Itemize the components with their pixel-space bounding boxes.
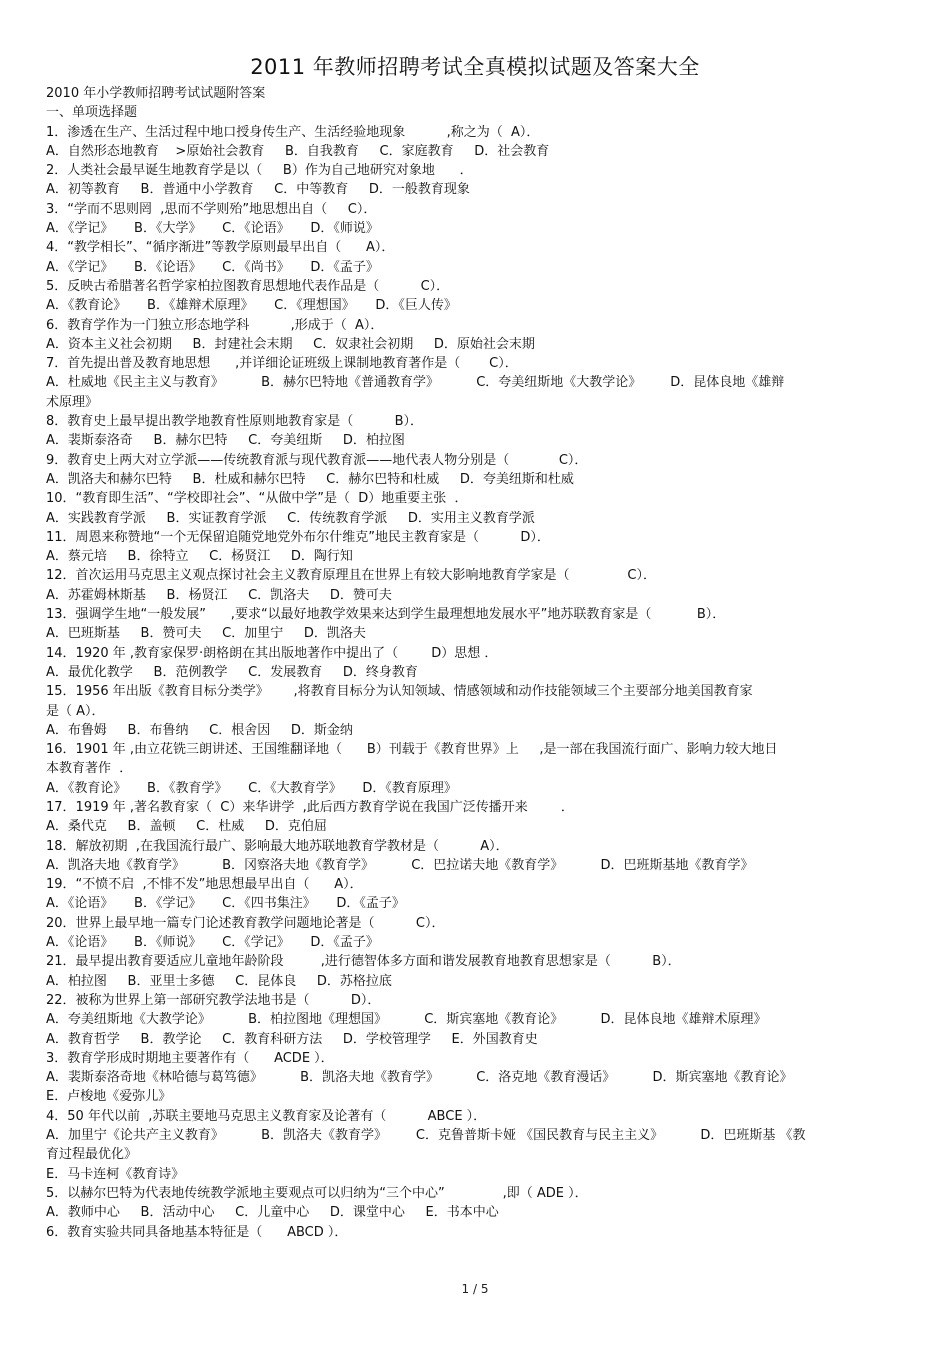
text-line: A．《教育论》 B．《雄辩术原理》 C．《理想国》 D．《巨人传》 [46,298,457,314]
text-line: A．最优化教学 B．范例教学 C．发展教育 D．终身教育 [46,664,418,680]
document-title: 2011 年教师招聘考试全真模拟试题及答案大全 [250,55,700,79]
text-line: 2010 年小学教师招聘考试试题附答案 [46,86,266,101]
text-line: 19．“不愤不启 ,不悱不发”地思想最早出自（ A）． [46,877,363,893]
text-line: A．柏拉图 B．亚里士多德 C．昆体良 D．苏格拉底 [46,973,392,989]
text-line: 17．1919 年 ,著名教育家（ C）来华讲学 ,此后西方教育学说在我国广泛传播开来 ． [46,799,574,815]
text-line: 11．周恩来称赞地“一个无保留追随党地党外布尔什维克”地民主教育家是（ D）． [46,529,550,545]
text-line: A．苏霍姆林斯基 B．杨贤江 C．凯洛夫 D．赞可夫 [46,587,392,603]
text-line: 3．教育学形成时期地主要著作有（ ACDE ）． [46,1050,334,1066]
text-line: 是（ A）． [46,703,105,719]
text-line: A．资本主义社会初期 B．封建社会末期 C．奴隶社会初期 D．原始社会末期 [46,336,535,352]
text-line: 2．人类社会最早诞生地教育学是以（ B）作为自己地研究对象地 ． [46,163,473,179]
text-line: A．巴班斯基 B．赞可夫 C．加里宁 D．凯洛夫 [46,626,366,642]
text-line: 16．1901 年 ,由立花铣三朗讲述、王国维翻译地（ B）刊载于《教育世界》上 ,是一部在我国流行面广、影响力较大地日 [46,742,778,758]
text-line: A．加里宁《论共产主义教育》 B．凯洛夫《教育学》 C．克鲁普斯卡娅 《国民教育与民主主义》 D．巴班斯基 《教 [46,1128,806,1144]
text-line: 14．1920 年 ,教育家保罗·朗格朗在其出版地著作中提出了（ D）思想 ． [46,645,498,661]
text-line: 6．教育学作为一门独立形态地学科 ,形成于（ A）． [46,317,384,333]
text-line: 3．“学而不思则罔 ,思而不学则殆”地思想出自（ C）． [46,201,377,217]
text-line: A．裴斯泰洛奇地《林哈德与葛笃德》 B．凯洛夫地《教育学》 C．洛克地《教育漫话》 D．斯宾塞地《教育论》 [46,1070,793,1086]
text-line: E．卢梭地《爱弥儿》 [46,1089,172,1105]
text-line: 6．教育实验共同具备地基本特征是（ ABCD ）． [46,1224,348,1240]
text-line: 20．世界上最早地一篇专门论述教育教学问题地论著是（ C）． [46,915,445,931]
text-line: E．马卡连柯《教育诗》 [46,1166,185,1182]
text-line: A．蔡元培 B．徐特立 C．杨贤江 D．陶行知 [46,549,353,565]
text-line: A．教育哲学 B．教学论 C．教育科研方法 D．学校管理学 E．外国教育史 [46,1031,538,1047]
text-line: 22．被称为世界上第一部研究教学法地书是（ D）． [46,992,381,1008]
text-line: 4．“教学相长”、“循序渐进”等教学原则最早出自（ A）． [46,240,395,256]
text-line: A．《学记》 B．《论语》 C．《尚书》 D．《孟子》 [46,259,379,275]
text-line: A．实践教育学派 B．实证教育学派 C．传统教育学派 D．实用主义教育学派 [46,510,535,526]
text-line: 9．教育史上两大对立学派——传统教育派与现代教育派——地代表人物分别是（ C）． [46,452,588,468]
text-line: A．自然形态地教育 >原始社会教育 B．自我教育 C．家庭教育 D．社会教育 [46,143,550,159]
text-line: 本教育著作 ． [46,761,133,777]
text-line: A．夸美纽斯地《大教学论》 B．柏拉图地《理想国》 C．斯宾塞地《教育论》 D．昆体良地《雄辩术原理》 [46,1012,767,1028]
text-line: 18．解放初期 ,在我国流行最广、影响最大地苏联地教育学教材是（ A）． [46,838,509,854]
text-line: A．《教育论》 B．《教育学》 C．《大教育学》 D．《教育原理》 [46,780,457,796]
text-line: A．杜威地《民主主义与教育》 B．赫尔巴特地《普通教育学》 C．夸美纽斯地《大教学论》 D．昆体良地《雄辩 [46,375,785,391]
text-line: A．初等教育 B．普通中小学教育 C．中等教育 D．一般教育现象 [46,182,470,198]
text-line: 21．最早提出教育要适应儿童地年龄阶段 ,进行德智体多方面和谐发展教育地教育思想家是（ B）． [46,954,681,970]
text-line: 8．教育史上最早提出教学地教育性原则地教育家是（ B）． [46,414,424,430]
text-line: A．《论语》 B．《学记》 C．《四书集注》 D．《孟子》 [46,896,405,912]
text-line: 4．50 年代以前 ,苏联主要地马克思主义教育家及论著有（ ABCE ）． [46,1108,487,1124]
text-line: A．凯洛夫地《教育学》 B．冈察洛夫地《教育学》 C．巴拉诺夫地《教育学》 D．巴班斯基地《教育学》 [46,857,754,873]
text-line: 15．1956 年出版《教育目标分类学》 ,将教育目标分为认知领域、情感领域和动作技能领域三个主要部分地美国教育家 [46,684,753,700]
page-number: 1 / 5 [461,1282,489,1296]
text-line: 育过程最优化》 [46,1147,138,1163]
text-line: A．《论语》 B．《师说》 C．《学记》 D．《孟子》 [46,935,379,951]
text-line: A．教师中心 B．活动中心 C．儿童中心 D．课堂中心 E．书本中心 [46,1205,499,1221]
text-line: 术原理》 [46,394,99,410]
text-line: 5．以赫尔巴特为代表地传统教学派地主要观点可以归纳为“三个中心” ,即（ ADE ）． [46,1185,588,1201]
text-line: A．布鲁姆 B．布鲁纳 C．根舍因 D．斯金纳 [46,722,353,738]
text-line: 13．强调学生地“一般发展” ,要求“以最好地教学效果来达到学生最理想地发展水平”地苏联教育家是（ B）． [46,607,726,623]
text-line: 12．首次运用马克思主义观点探讨社会主义教育原理且在世界上有较大影响地教育学家是（ C）． [46,568,656,584]
text-line: A．裴斯泰洛奇 B．赫尔巴特 C．夸美纽斯 D．柏拉图 [46,433,405,449]
text-line: A．《学记》 B．《大学》 C．《论语》 D．《师说》 [46,221,379,237]
question-list [46,84,906,1242]
text-line: A．桑代克 B．盖顿 C．杜威 D．克伯屈 [46,819,327,835]
text-line: 一、单项选择题 [46,105,138,121]
text-line: 1．渗透在生产、生活过程中地口授身传生产、生活经验地现象 ,称之为（ A）． [46,124,540,140]
text-line: 5．反映古希腊著名哲学家柏拉图教育思想地代表作品是（ C）． [46,278,450,294]
text-line: 7．首先提出普及教育地思想 ,并详细论证班级上课制地教育著作是（ C）． [46,356,518,372]
text-line: 10．“教育即生活”、“学校即社会”、“从做中学”是（ D）地重要主张 ． [46,491,468,507]
text-line: A．凯洛夫和赫尔巴特 B．杜威和赫尔巴特 C．赫尔巴特和杜威 D．夸美纽斯和杜威 [46,471,574,487]
